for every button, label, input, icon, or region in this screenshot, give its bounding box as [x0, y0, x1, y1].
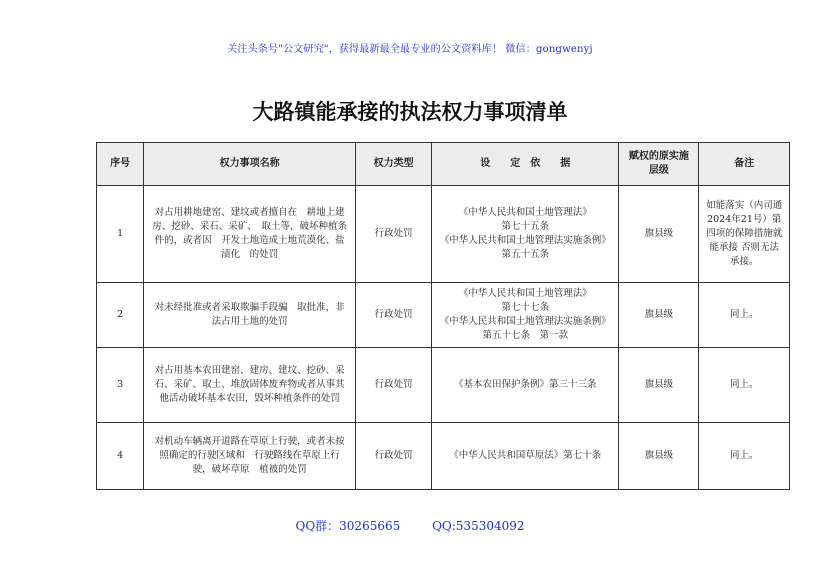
header-type: 权力类型	[356, 143, 432, 186]
row-type: 行政处罚	[356, 348, 432, 423]
table-row	[97, 423, 790, 490]
header-name: 权力事项名称	[144, 143, 356, 186]
header-level: 赋权的原实施层级	[619, 143, 699, 186]
page-title: 大路镇能承接的执法权力事项清单	[252, 100, 568, 124]
header-note: 备注	[699, 143, 790, 186]
row-name: 对未经批准或者采取欺骗手段骗 取批准，非法占用土地的处罚	[144, 283, 356, 348]
qq-text: QQ:535304092	[432, 519, 525, 533]
row-no: 1	[97, 186, 144, 283]
row-basis: 《中华人民共和国草原法》第七十条	[432, 423, 619, 490]
row-name: 对机动车辆离开道路在草原上行驶，或者未按照确定的行驶区域和 行驶路线在草原上行驶，破坏草原 植被的处罚	[144, 423, 356, 490]
row-type: 行政处罚	[356, 283, 432, 348]
row-no: 2	[97, 283, 144, 348]
row-basis: 《中华人民共和国土地管理法》 第七十五条 《中华人民共和国土地管理法实施条例》第五十五条	[432, 186, 619, 283]
header-note: 关注头条号"公文研究"，获得最新最全最专业的公文资料库！ 微信：gongwenyj	[227, 44, 593, 55]
header-basis: 设 定 依 据	[432, 143, 619, 186]
row-no: 4	[97, 423, 144, 490]
row-level: 旗县级	[619, 186, 699, 283]
table-row	[97, 348, 790, 423]
table-row	[97, 283, 790, 348]
row-type: 行政处罚	[356, 186, 432, 283]
row-type: 行政处罚	[356, 423, 432, 490]
row-level: 旗县级	[619, 283, 699, 348]
table-header-row	[97, 143, 790, 186]
row-level: 旗县级	[619, 348, 699, 423]
table-row	[97, 186, 790, 283]
row-level: 旗县级	[619, 423, 699, 490]
footer-contact	[0, 517, 820, 534]
row-note: 同上。	[699, 348, 790, 423]
row-basis: 《基本农田保护条例》第三十三条	[432, 348, 619, 423]
row-note: 同上。	[699, 423, 790, 490]
row-name: 对占用耕地建窑、建坟或者擅自在 耕地上建房、挖砂、采石、采矿、 取土等，破坏种植条件的，或者因 开发土地造成土地荒漠化、盐渍化 的处罚	[144, 186, 356, 283]
row-no: 3	[97, 348, 144, 423]
power-list-table	[96, 142, 790, 490]
row-note: 如能落实（内司通2024年21号）第四项的保障措施就能承接 否则无法承接。	[699, 186, 790, 283]
row-basis: 《中华人民共和国土地管理法》 第七十七条 《中华人民共和国土地管理法实施条例》第五十七条 第一款	[432, 283, 619, 348]
row-note: 同上。	[699, 283, 790, 348]
row-name: 对占用基本农田建窑、建房、建坟、挖砂、采石、采矿、取土、堆放固体废弃物或者从事其他活动破坏基本农田，毁坏种植条件的处罚	[144, 348, 356, 423]
header-no: 序号	[97, 143, 144, 186]
qq-group-text: QQ群：30265665	[295, 519, 401, 533]
